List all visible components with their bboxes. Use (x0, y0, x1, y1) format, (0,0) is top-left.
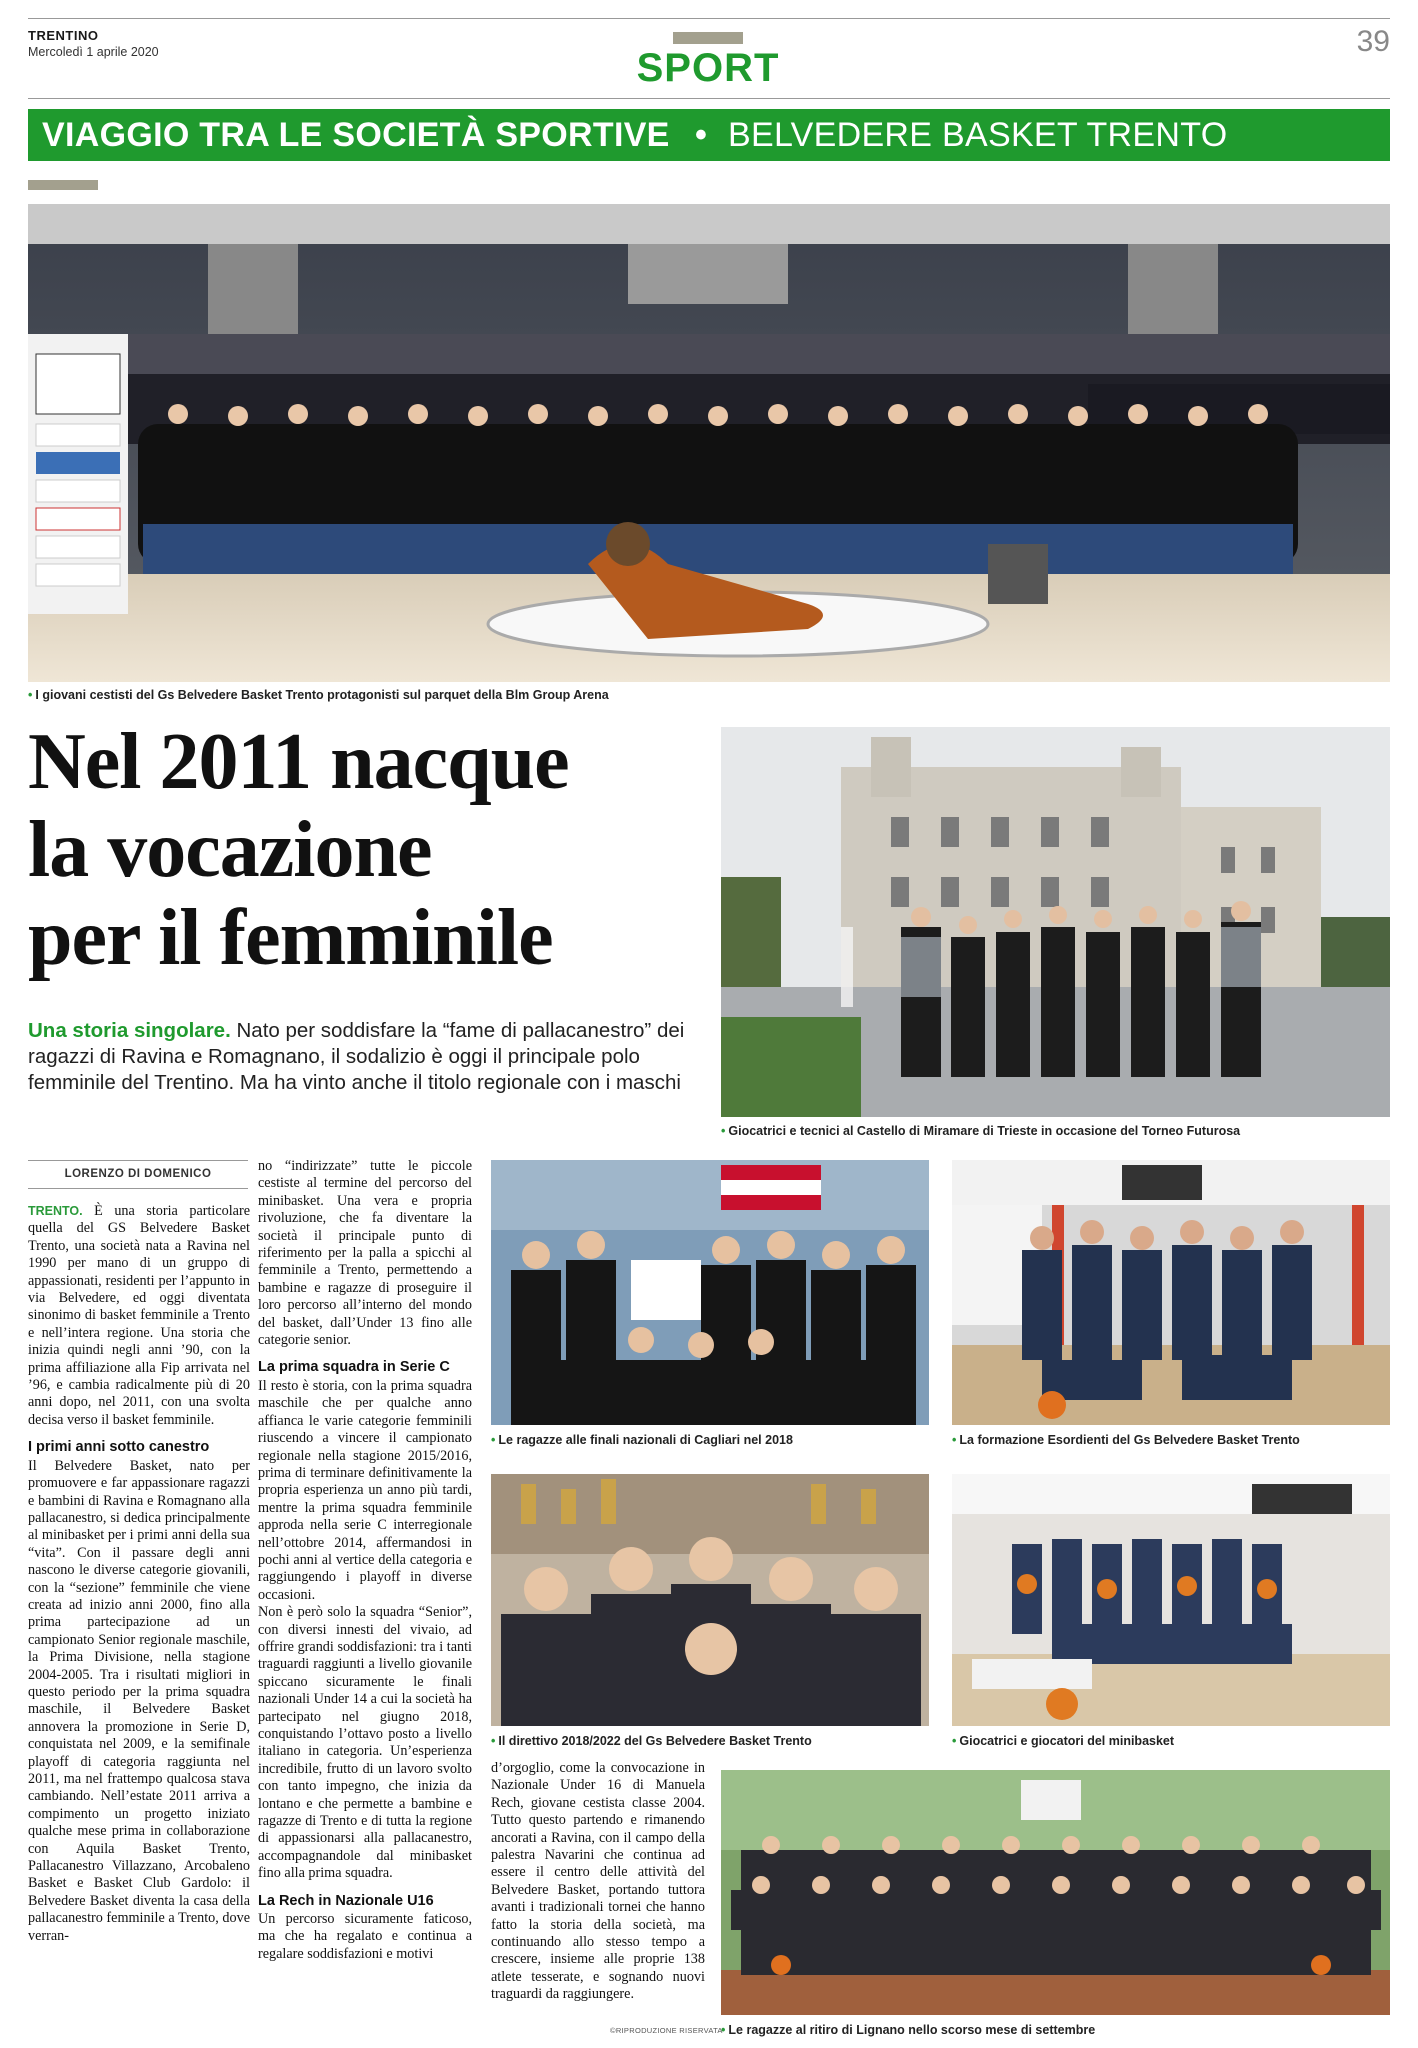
article-paragraph: Un percorso sicuramente faticoso, ma che ha regalato e continua a regalare soddisfazioni e motivi (258, 1911, 472, 1962)
article-paragraph: no “indirizzate” tutte le piccole cestiste al termine del percorso del minibasket. Una vera e propria rivoluzione, che fa diventare la società il principale punto di riferimento per la palla a spicchi al femminile a Trento, permettendo a bambine e ragazze di proseguire il loro percorso all’interno del mondo del basket, dall’Under 13 fino alle categorie senior. (258, 1158, 472, 1349)
banner-accent (28, 180, 98, 190)
page-number: 39 (1356, 25, 1390, 58)
author-rule-bottom (28, 1188, 248, 1189)
photo-cagliari-caption: • Le ragazze alle finali nazionali di Cagliari nel 2018 (491, 1433, 793, 1447)
article-column-3 (491, 1760, 705, 2004)
photo-esordienti-caption: • La formazione Esordienti del Gs Belvedere Basket Trento (952, 1433, 1300, 1447)
banner-separator: • (695, 116, 707, 154)
subheading-rech-national: La Rech in Nazionale U16 (258, 1892, 434, 1909)
headline (28, 718, 688, 982)
subhead-lead: Una storia singolare. (28, 1019, 231, 1042)
masthead (28, 18, 1390, 98)
caption-bullet: • (28, 688, 33, 702)
photo-minibasket (952, 1474, 1390, 1726)
subhead-text: Nato per soddisfare la “fame di pallacanestro” dei ragazzi di Ravina e Romagnano, il sodalizio è oggi il principale polo femminile del Trentino. Ma ha vinto anche il titolo regionale con i maschi (28, 1019, 685, 1094)
castle-photo-caption: • Giocatrici e tecnici al Castello di Miramare di Trieste in occasione del Torneo Futurosa (721, 1124, 1241, 1138)
castle-team-photo-icon (721, 727, 1390, 1117)
photo-minibasket-caption: • Giocatrici e giocatori del minibasket (952, 1734, 1175, 1748)
photo-direttivo (491, 1474, 929, 1726)
article-paragraph: Non è però solo la squadra “Senior”, con diversi innesti del vivaio, ad offrire grandi soddisfazioni: tra i tanti traguardi raggiunti a livello giovanile spiccano sicuramente le finali nazionali Under 14 a cui la società ha partecipato nel giugno 2018, conquistando l’ottavo posto a livello italiano in categoria. Un’esperienza incredibile, frutto di un lavoro svolto con tanto impegno, che inizia da lontano e che permette a bambine e ragazze di Trento e di tutta la regione di appassionarsi alla pallacanestro, accompagnandole dal minibasket fino alla prima squadra. (258, 1604, 472, 1882)
photo-cagliari (491, 1160, 929, 1425)
girls-team-photo-icon (491, 1160, 929, 1425)
issue-date: Mercoledì 1 aprile 2020 (28, 45, 159, 59)
article-column-2 (258, 1158, 472, 1963)
esordienti-team-photo-icon (952, 1160, 1390, 1425)
photo-esordienti (952, 1160, 1390, 1425)
author-byline: LORENZO DI DOMENICO (64, 1168, 212, 1180)
castle-photo (721, 727, 1390, 1117)
article-paragraph: Il resto è storia, con la prima squadra maschile che per qualche anno affianca le varie categorie femminili riuscendo a vincere il campionato regionale nella stagione 2015/2016, prima di terminare definitivamente la propria esperienza un anno più tardi, mentre la prima squadra femminile approda nella serie C interregionale nell’ottobre 2014, affermandosi in pochi anni al vertice della categoria e raggiungendo i playoff in diverse occasioni. (258, 1377, 472, 1603)
hero-photo (28, 204, 1390, 682)
photo-direttivo-caption: • Il direttivo 2018/2022 del Gs Belvedere Basket Trento (491, 1734, 812, 1748)
minibasket-photo-icon (952, 1474, 1390, 1726)
photo-lignano (721, 1770, 1390, 2015)
dateline: TRENTO. (28, 1204, 83, 1218)
board-members-photo-icon (491, 1474, 929, 1726)
author-rule (28, 1160, 248, 1161)
series-title: VIAGGIO TRA LE SOCIETÀ SPORTIVE (42, 116, 670, 154)
subheading-serie-c: La prima squadra in Serie C (258, 1359, 450, 1376)
article-column-1 (28, 1203, 250, 1945)
subheading-first-years: I primi anni sotto canestro (28, 1439, 210, 1456)
hero-photo-caption: • I giovani cestisti del Gs Belvedere Basket Trento protagonisti sul parquet della Blm Group Arena (28, 688, 609, 702)
section-accent (673, 32, 743, 44)
copyright-note: ©RIPRODUZIONE RISERVATA (610, 2026, 723, 2035)
headline-line-1: Nel 2011 nacque (28, 718, 569, 806)
paper-name: TRENTINO (28, 28, 99, 43)
article-intro: TRENTO. È una storia particolare quella del GS Belvedere Basket Trento, una società nata a Ravina nel 1990 per mano di un gruppo di appassionati, residenti per l’appunto in via Belvedere, ed oggi diventata sinonimo di basket femminile a Trento e nell’intera regione. Una storia che inizia quindi negli anni ’90, con la prima affiliazione alla Fip arrivata nel ’96, e cambia radicalmente più di 20 anni dopo, nel 2011, con una svolta decisa verso il basket femminile. (28, 1203, 251, 1428)
team-photo-arena-icon (28, 204, 1390, 682)
masthead-rule (28, 18, 1390, 19)
section-title: SPORT (636, 46, 780, 90)
headline-line-2: la vocazione (28, 806, 432, 894)
article-paragraph: d’orgoglio, come la convocazione in Nazionale Under 16 di Manuela Rech, giovane cestista classe 2004. Tutto questo partendo e rimanendo ancorati a Ravina, con il campo della palestra Navarini che continua ad essere il centro delle attività del Belvedere Basket, portando tuttora avanti i tradizionali tornei che hanno fatto la storia della società, ma continuando allo stesso tempo a crescere, insieme alle proprie 138 atlete tesserate, e sognando nuovi traguardi da raggiungere. (491, 1760, 705, 2003)
photo-lignano-caption: • Le ragazze al ritiro di Lignano nello scorso mese di settembre (721, 2023, 1096, 2037)
headline-line-3: per il femminile (28, 894, 553, 982)
summer-camp-photo-icon (721, 1770, 1390, 2015)
masthead-bottom-rule (28, 98, 1390, 99)
series-banner (28, 109, 1390, 161)
article-paragraph: Il Belvedere Basket, nato per promuovere e far appassionare ragazzi e bambini di Ravina e Romagnano alla pallacanestro, si dedica principalmente al minibasket per i primi anni della sua “vita”. Con il passare degli anni nascono le diverse categorie giovanili, con la “sezione” femminile che viene creata ad inizio anni 2000, fino alla prima partecipazione ad un campionato Senior regionale maschile, la Prima Divisione, nella stagione 2004-2005. Tra i risultati migliori in questo periodo per la prima squadra maschile, il Belvedere Basket annovera la promozione in Serie D, conquistata nel 2009, e la semifinale playoff di categoria raggiunta nel 2011, ma nel frattempo qualcosa stava cambiando. Nell’estate 2011 arriva a compimento un progetto iniziato qualche mese prima in collaborazione con Aquila Basket Trento, Pallacanestro Villazzano, Arcobaleno Basket e Basket Club Gardolo: il Belvedere Basket diventa la casa della pallacanestro femminile a Trento, dove verran- (28, 1457, 250, 1944)
subhead (28, 1018, 708, 1096)
club-name: BELVEDERE BASKET TRENTO (728, 116, 1228, 154)
